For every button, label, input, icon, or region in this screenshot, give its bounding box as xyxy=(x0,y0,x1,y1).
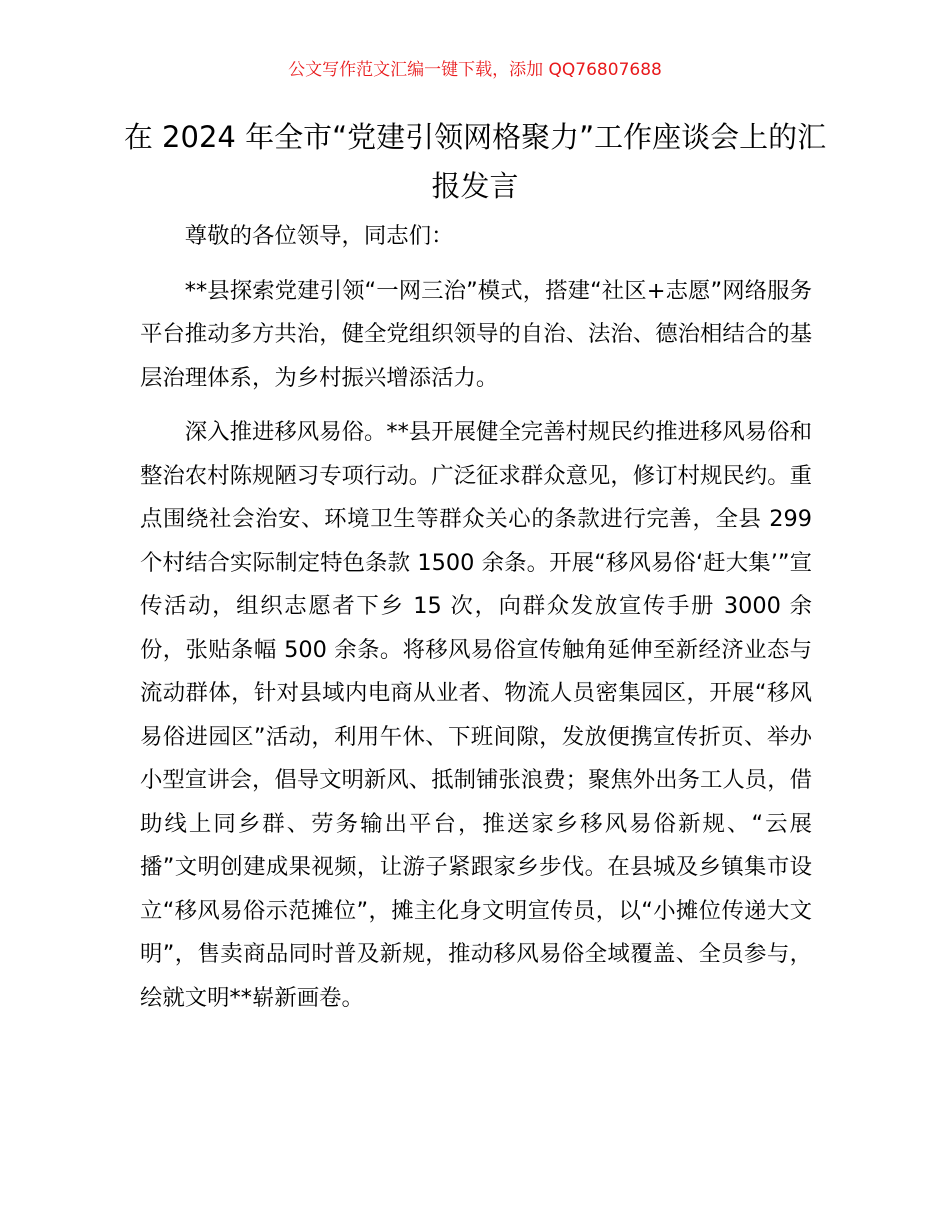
download-banner-link[interactable]: 公文写作范文汇编一键下载，添加 QQ76807688 xyxy=(288,60,662,80)
document-body xyxy=(140,215,812,1020)
paragraph-intro: **县探索党建引领“一网三治”模式，搭建“社区+志愿”网络服务平台推动多方共治，健全党组织领导的自治、法治、德治相结合的基层治理体系，为乡村振兴增添活力。 xyxy=(140,277,812,391)
salutation: 尊敬的各位领导，同志们： xyxy=(184,223,454,249)
paragraph-customs-reform: 深入推进移风易俗。**县开展健全完善村规民约推进移风易俗和整治农村陈规陋习专项行动。广泛征求群众意见，修订村规民约。重点围绕社会治安、环境卫生等群众关心的条款进行完善，全县 299 个村结合实际制定特色条款 1500 余条。开展“移风易俗‘赶大集’”宣传活动，组织志愿者下乡 15 次，向群众发放宣传手册 3000 余份，张贴条幅 500 余条。将移风易俗宣传触角延伸至新经济业态与流动群体，针对县域内电商从业者、物流人员密集园区，开展“移风易俗进园区”活动，利用午休、下班间隙，发放便携宣传折页、举办小型宣讲会，倡导文明新风、抵制铺张浪费；聚焦外出务工人员，借助线上同乡群、劳务输出平台，推送家乡移风易俗新规、“云展播”文明创建成果视频，让游子紧跟家乡步伐。在县城及乡镇集市设立“移风易俗示范摊位”，摊主化身文明宣传员，以“小摊位传递大文明”，售卖商品同时普及新规，推动移风易俗全域覆盖、全员参与，绘就文明**崭新画卷。 xyxy=(140,419,812,1011)
document-title: 在 2024 年全市“党建引领网格聚力”工作座谈会上的汇报发言 xyxy=(123,120,827,203)
